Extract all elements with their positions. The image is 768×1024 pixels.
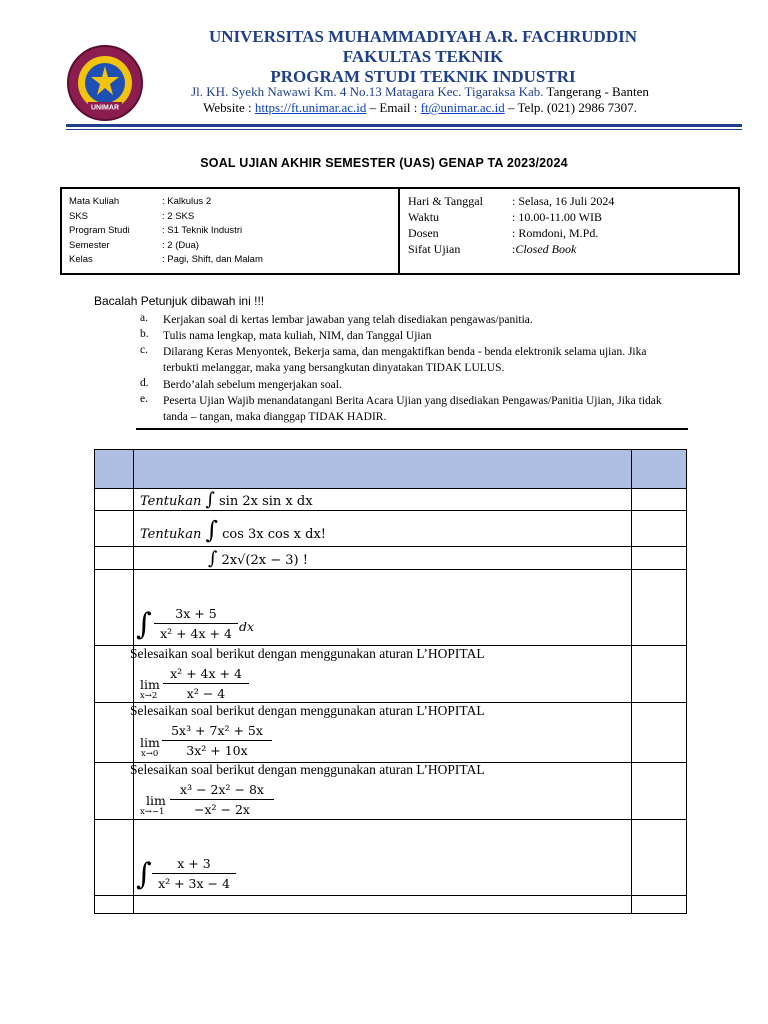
info-value: : Selasa, 16 Juli 2024: [512, 194, 615, 208]
question-3: [208, 548, 308, 569]
instruction-text: Tulis nama lengkap, mata kuliah, NIM, dan Tanggal Ujian: [163, 330, 432, 342]
table-border: [94, 449, 95, 914]
integral-symbol: ∫: [205, 489, 215, 510]
limit-label: lim: [140, 735, 160, 750]
instruction-letter: e.: [140, 393, 148, 405]
fraction-bar: [170, 799, 274, 800]
info-row: [69, 196, 211, 207]
info-value: : Kalkulus 2: [162, 196, 212, 207]
info-key: Program Studi: [69, 225, 130, 236]
table-border: [94, 449, 687, 450]
instruction-letter: a.: [140, 312, 148, 324]
denominator: 3x² + 10x: [186, 743, 248, 758]
limit-subscript: x→0: [141, 749, 159, 759]
question-word: Tentukan: [140, 527, 202, 542]
fraction-bar: [154, 623, 238, 624]
info-value: : Pagi, Shift, dan Malam: [162, 254, 263, 265]
university-logo: [66, 44, 144, 122]
denominator: −x² − 2x: [194, 802, 250, 817]
logo-text: UNIMAR: [91, 104, 119, 112]
fraction-bar: [162, 740, 272, 741]
differential: dx: [239, 619, 255, 634]
instruction-letter: d.: [140, 377, 149, 389]
schedule-info: [400, 189, 738, 273]
table-border: [94, 510, 687, 511]
table-header-score-cell: [632, 449, 686, 488]
phone-text: – Telp. (021) 2986 7307.: [504, 100, 637, 115]
limit-label: lim: [146, 793, 166, 808]
info-row: [408, 242, 576, 257]
info-value: : 2 (Dua): [162, 240, 199, 251]
info-key: Dosen: [408, 226, 439, 240]
info-key: Hari & Tanggal: [408, 194, 483, 208]
table-border: [94, 546, 687, 547]
question-7-instruction: Selesaikan soal berikut dengan menggunakan aturan L’HOPITAL: [130, 762, 485, 777]
info-key: Waktu: [408, 210, 440, 224]
integral-symbol: ∫: [136, 607, 152, 642]
question-word: Tentukan: [140, 494, 202, 509]
question-5-instruction: Selesaikan soal berikut dengan menggunakan aturan L’HOPITAL: [130, 646, 485, 661]
question-2: [140, 516, 326, 544]
info-value: : 2 SKS: [162, 211, 195, 222]
table-border: [94, 895, 687, 896]
instruction-text: Dilarang Keras Menyontek, Bekerja sama, dan mengaktifkan benda - benda elektronik selama ujian. Jika terbukti melanggar, maka yang bersangkutan dinyatakan TIDAK LULUS.: [163, 346, 647, 374]
university-name: UNIVERSITAS MUHAMMADIYAH A.R. FACHRUDDIN: [208, 27, 637, 46]
integral-symbol: ∫: [208, 548, 218, 569]
denominator: x² + 4x + 4: [160, 626, 232, 641]
question-6-instruction: Selesaikan soal berikut dengan menggunakan aturan L’HOPITAL: [130, 703, 485, 718]
address-line: [160, 84, 680, 100]
header-divider-thick: [66, 124, 742, 127]
table-border: [686, 449, 687, 914]
info-value: : Romdoni, M.Pd.: [512, 226, 599, 240]
info-key: Semester: [69, 240, 110, 251]
info-row: [408, 194, 614, 209]
fraction-bar: [152, 873, 236, 874]
info-row: [69, 240, 199, 251]
limit-subscript: x→−1: [140, 807, 165, 817]
table-header-question-cell: [134, 449, 631, 488]
faculty-name: FAKULTAS TEKNIK: [342, 47, 504, 66]
instruction-text: Peserta Ujian Wajib menandatangani Berita Acara Ujian yang disediakan Pengawas/Panitia Ujian, Jika tidak tanda – tangan, maka dianggap TIDAK HADIR.: [163, 395, 662, 423]
instruction-text: Berdo’alah sebelum mengerjakan soal.: [163, 379, 342, 391]
info-row: [69, 225, 242, 236]
table-border: [133, 449, 134, 914]
email-label: – Email :: [366, 100, 418, 115]
denominator: x² + 3x − 4: [158, 876, 230, 891]
instruction-letter: c.: [140, 344, 148, 356]
table-border: [94, 913, 687, 914]
numerator: x + 3: [177, 856, 211, 871]
exam-info-box: [60, 187, 740, 275]
info-row: [69, 254, 263, 265]
limit-label: lim: [140, 677, 160, 692]
address-tail: Tangerang - Banten: [546, 84, 649, 99]
question-6-fraction: [162, 723, 272, 758]
address-main: Jl. KH. Syekh Nawawi Km. 4 No.13 Matagara Kec. Tigaraksa Kab.: [191, 84, 544, 99]
table-border: [631, 449, 632, 914]
question-1: [140, 489, 313, 510]
question-expression: 2x√(2x − 3) !: [221, 553, 308, 568]
table-border: [94, 569, 687, 570]
question-8-fraction: [152, 856, 236, 891]
info-row: [69, 211, 194, 222]
numerator: 3x + 5: [175, 606, 217, 621]
email-link[interactable]: ft@unimar.ac.id: [420, 100, 505, 115]
table-border: [94, 819, 687, 820]
numerator: 5x³ + 7x² + 5x: [171, 723, 263, 738]
info-value: :: [512, 242, 516, 256]
website-label: Website :: [203, 100, 252, 115]
question-7-fraction: [170, 782, 274, 817]
info-key: SKS: [69, 211, 89, 222]
website-link[interactable]: https://ft.unimar.ac.id: [254, 100, 367, 115]
header-divider-thin: [66, 129, 742, 130]
course-info: [62, 189, 400, 273]
info-row: [408, 226, 598, 241]
contact-line: [160, 100, 680, 116]
numerator: x³ − 2x² − 8x: [180, 782, 264, 797]
program-name: PROGRAM STUDI TEKNIK INDUSTRI: [270, 67, 576, 86]
integral-symbol: ∫: [205, 516, 218, 544]
question-5-fraction: [163, 666, 249, 701]
question-expression: sin 2x sin x dx: [219, 494, 313, 509]
table-header-number-cell: [95, 449, 133, 488]
info-key: Kelas: [69, 254, 93, 265]
fraction-bar: [163, 683, 249, 684]
question-4-fraction: [154, 606, 238, 641]
denominator: x² − 4: [186, 686, 226, 701]
instruction-letter: b.: [140, 328, 149, 340]
info-row: [408, 210, 602, 225]
info-value: : 10.00-11.00 WIB: [512, 210, 602, 224]
instructions-heading: Bacalah Petunjuk dibawah ini !!!: [94, 294, 265, 308]
instruction-text: Kerjakan soal di kertas lembar jawaban yang telah disediakan pengawas/panitia.: [163, 314, 533, 326]
question-expression: cos 3x cos x dx!: [222, 527, 327, 542]
limit-subscript: x→2: [140, 691, 158, 701]
info-key: Mata Kuliah: [69, 196, 120, 207]
exam-title: SOAL UJIAN AKHIR SEMESTER (UAS) GENAP TA 2023/2024: [200, 156, 568, 170]
info-value: : S1 Teknik Industri: [162, 225, 243, 236]
numerator: x² + 4x + 4: [170, 666, 242, 681]
info-key: Sifat Ujian: [408, 242, 461, 256]
integral-symbol: ∫: [136, 857, 152, 892]
instructions-divider: [136, 428, 688, 430]
info-value-italic: Closed Book: [515, 242, 577, 256]
